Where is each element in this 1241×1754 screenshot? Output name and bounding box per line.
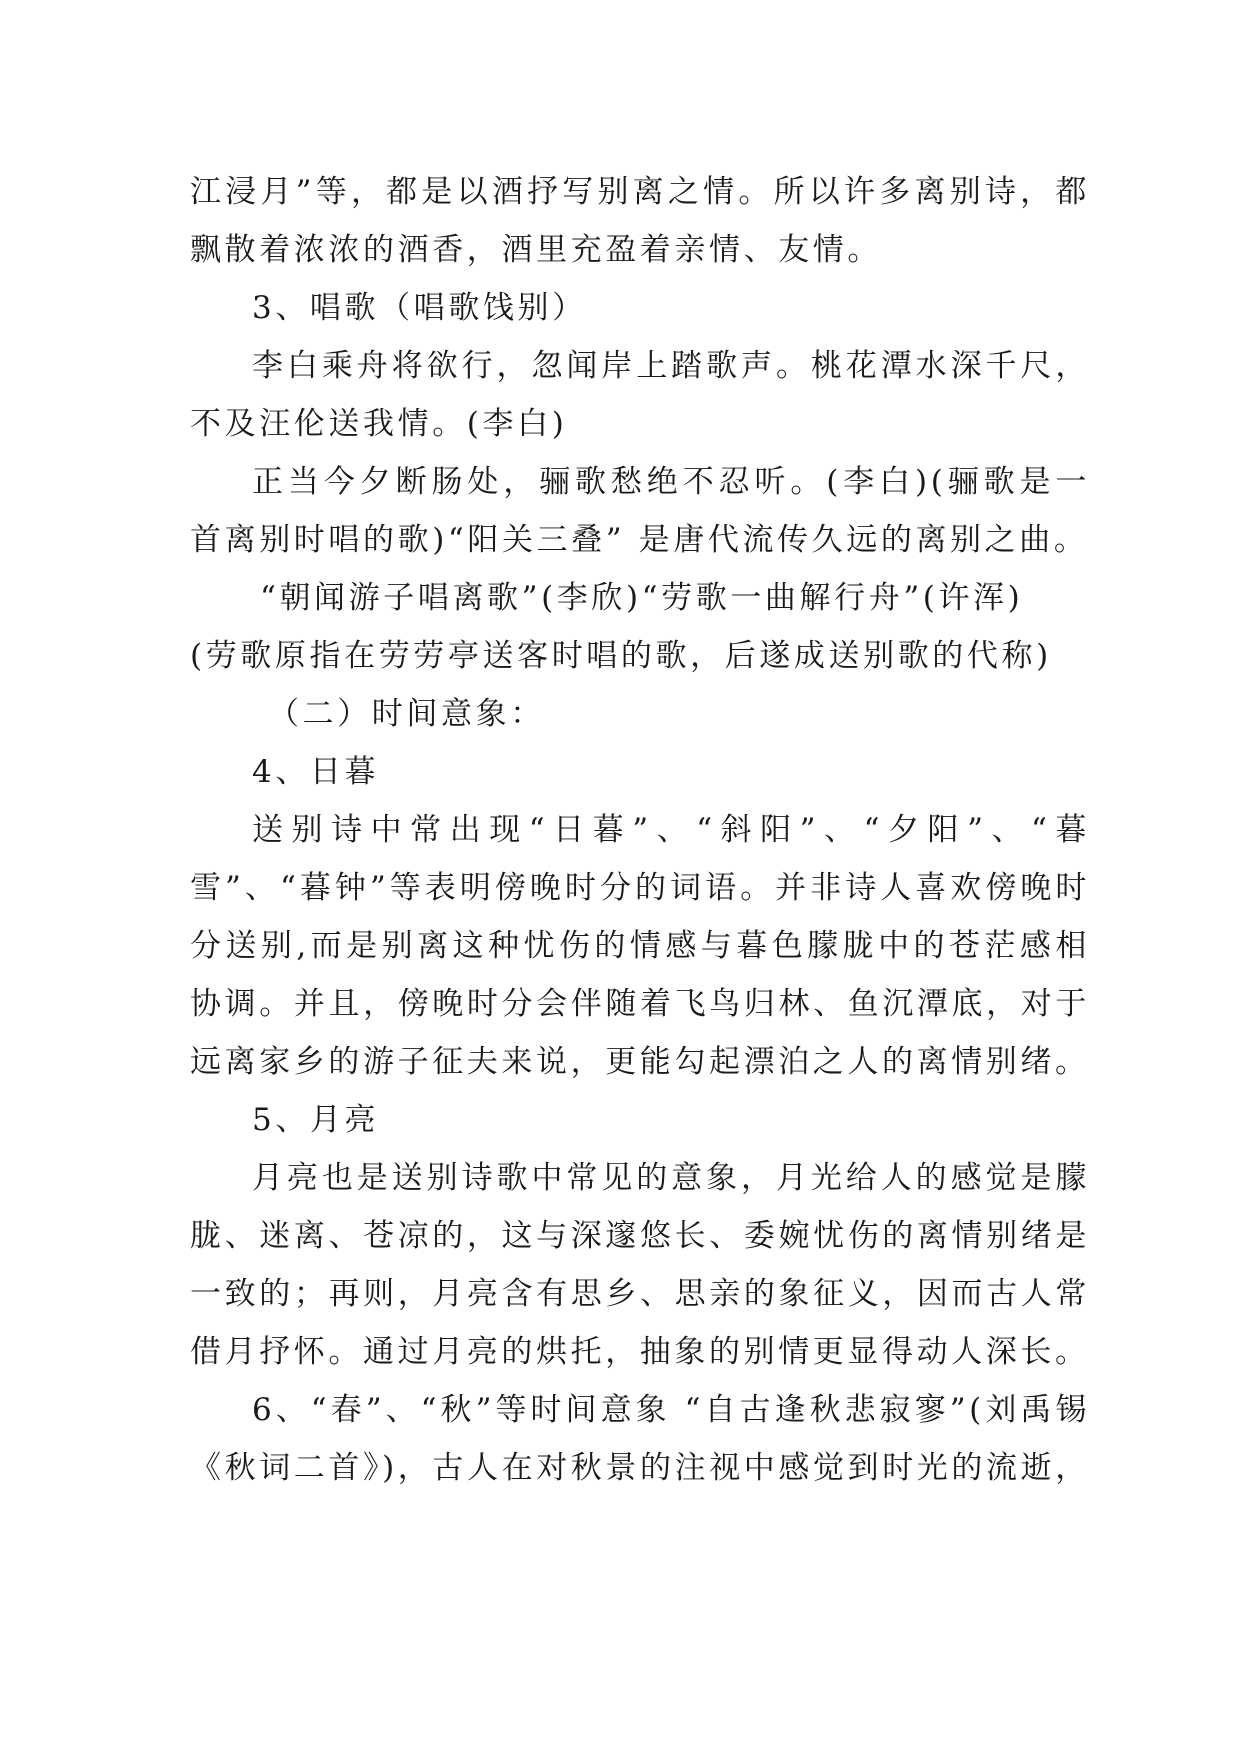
- paragraph-li-ge: 正当今夕断肠处，骊歌愁绝不忍听。(李白)(骊歌是一首离别时唱的歌)“阳关三叠” 是唐代流传久远的离别之曲。: [190, 464, 1090, 558]
- paragraph-li-bai-boat: 李白乘舟将欲行，忽闻岸上踏歌声。桃花潭水深千尺，不及汪伦送我情。(李白): [190, 348, 1090, 442]
- paragraph-lao-ge-note: (劳歌原指在劳劳亭送客时唱的歌，后遂成送别歌的代称): [190, 638, 1052, 674]
- heading-singing: 3、唱歌（唱歌饯别）: [252, 290, 587, 326]
- paragraph-li-ge-quotes: “朝闻游子唱离歌”(李欣)“劳歌一曲解行舟”(许浑): [260, 580, 1024, 616]
- paragraph-wine-continuation: 江浸月”等，都是以酒抒写别离之情。所以许多离别诗，都飘散着浓浓的酒香，酒里充盈着亲情、友情。: [190, 174, 1090, 268]
- paragraph-moon: 月亮也是送别诗歌中常见的意象，月光给人的感觉是朦胧、迷离、苍凉的，这与深邃悠长、委婉忧伤的离情别绪是一致的；再则，月亮含有思乡、思亲的象征义，因而古人常借月抒怀。通过月亮的烘托，抽象的别情更显得动人深长。: [190, 1160, 1090, 1370]
- heading-moon: 5、月亮: [252, 1102, 380, 1138]
- paragraph-dusk: 送别诗中常出现“日暮”、“斜阳”、“夕阳”、“暮雪”、“暮钟”等表明傍晚时分的词语。并非诗人喜欢傍晚时分送别,而是别离这种忧伤的情感与暮色朦胧中的苍茫感相协调。并且，傍晚时分会伴随着飞鸟归林、鱼沉潭底，对于远离家乡的游子征夫来说，更能勾起漂泊之人的离情别绪。: [190, 812, 1090, 1080]
- paragraph-spring-autumn: 6、“春”、“秋”等时间意象 “自古逢秋悲寂寥”(刘禹锡《秋词二首》)，古人在对秋景的注视中感觉到时光的流逝，: [190, 1392, 1090, 1486]
- body-text: [190, 163, 1090, 1497]
- heading-time-imagery: （二）时间意象：: [268, 696, 545, 732]
- heading-dusk: 4、日暮: [252, 754, 380, 790]
